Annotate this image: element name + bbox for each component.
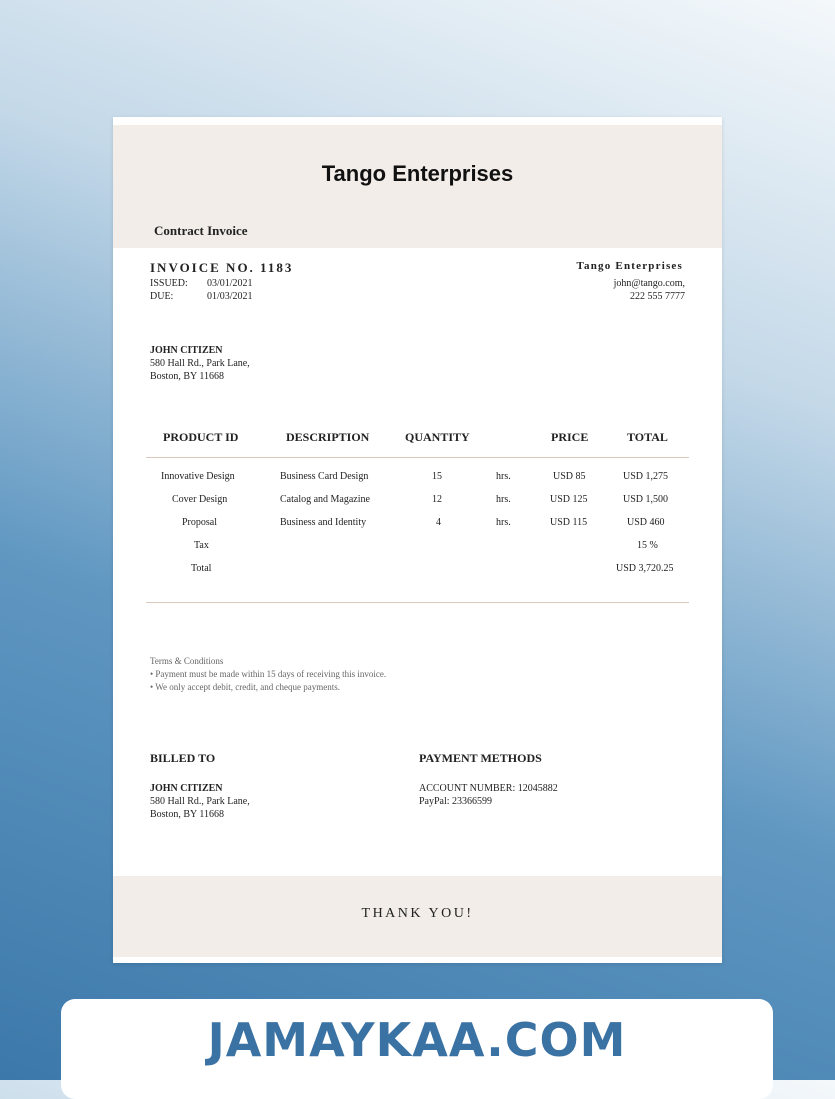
header-quantity: QUANTITY xyxy=(405,430,470,444)
row3-quantity: 4 xyxy=(436,517,441,528)
terms-line2: • We only accept debit, credit, and cheque payments. xyxy=(150,682,340,692)
header-product-id: PRODUCT ID xyxy=(163,430,239,444)
row2-total: USD 1,500 xyxy=(623,494,669,505)
client-name: JOHN CITIZEN xyxy=(150,345,223,356)
terms-line1: • Payment must be made within 15 days of receiving this invoice. xyxy=(150,669,387,679)
row1-description: Business Card Design xyxy=(280,471,369,482)
total-value: USD 3,720.25 xyxy=(616,563,674,574)
row2-unit: hrs. xyxy=(496,494,511,505)
due-label: DUE: xyxy=(150,291,174,302)
row1-price: USD 85 xyxy=(553,471,586,482)
header-price: PRICE xyxy=(551,430,589,444)
billed-to-name: JOHN CITIZEN xyxy=(150,783,223,794)
watermark-text: JAMAYKAA.COM xyxy=(207,1013,627,1067)
row2-quantity: 12 xyxy=(432,494,442,505)
row1-total: USD 1,275 xyxy=(623,471,669,482)
header-band xyxy=(113,125,722,248)
company-title: Tango Enterprises xyxy=(321,161,514,186)
invoice-number: INVOICE NO. 1183 xyxy=(150,260,294,275)
client-address-line1: 580 Hall Rd., Park Lane, xyxy=(150,358,250,369)
paypal-id: PayPal: 23366599 xyxy=(419,796,493,807)
row3-price: USD 115 xyxy=(550,517,588,528)
payment-methods-block xyxy=(419,782,558,808)
due-row xyxy=(150,291,253,302)
table-bottom-rule xyxy=(146,602,689,603)
row2-description: Catalog and Magazine xyxy=(280,494,370,505)
row3-product: Proposal xyxy=(182,517,217,528)
sender-name: Tango Enterprises xyxy=(576,260,683,272)
invoice-page xyxy=(113,117,722,963)
sender-email: john@tango.com, xyxy=(613,278,685,289)
terms-block xyxy=(150,655,386,694)
row3-total: USD 460 xyxy=(627,517,665,528)
billed-to-block xyxy=(150,782,250,821)
billed-to-address-line2: Boston, BY 11668 xyxy=(150,809,224,820)
watermark-banner xyxy=(61,999,773,1099)
terms-title: Terms & Conditions xyxy=(150,656,224,666)
issued-label: ISSUED: xyxy=(150,278,188,289)
issued-date: 03/01/2021 xyxy=(207,278,253,289)
issued-row xyxy=(150,278,253,289)
sender-phone: 222 555 7777 xyxy=(630,291,685,302)
row2-price: USD 125 xyxy=(550,494,588,505)
client-address-line2: Boston, BY 11668 xyxy=(150,371,224,382)
thank-you-text: THANK YOU! xyxy=(361,906,474,921)
tax-label: Tax xyxy=(194,540,209,551)
row3-unit: hrs. xyxy=(496,517,511,528)
row1-product: Innovative Design xyxy=(161,471,235,482)
footer-band xyxy=(113,876,722,957)
billed-to-address-line1: 580 Hall Rd., Park Lane, xyxy=(150,796,250,807)
document-subtitle: Contract Invoice xyxy=(154,223,248,238)
billed-to-heading: BILLED TO xyxy=(150,751,216,765)
row1-quantity: 15 xyxy=(432,471,442,482)
due-date: 01/03/2021 xyxy=(207,291,253,302)
table-top-rule xyxy=(146,457,689,458)
tax-value: 15 % xyxy=(637,540,658,551)
header-total: TOTAL xyxy=(627,430,668,444)
total-label: Total xyxy=(191,563,212,574)
row3-description: Business and Identity xyxy=(280,517,367,528)
client-block xyxy=(150,344,250,383)
header-description: DESCRIPTION xyxy=(286,430,370,444)
row2-product: Cover Design xyxy=(172,494,228,505)
row1-unit: hrs. xyxy=(496,471,511,482)
account-number: ACCOUNT NUMBER: 12045882 xyxy=(419,783,558,794)
payment-methods-heading: PAYMENT METHODS xyxy=(419,751,542,765)
